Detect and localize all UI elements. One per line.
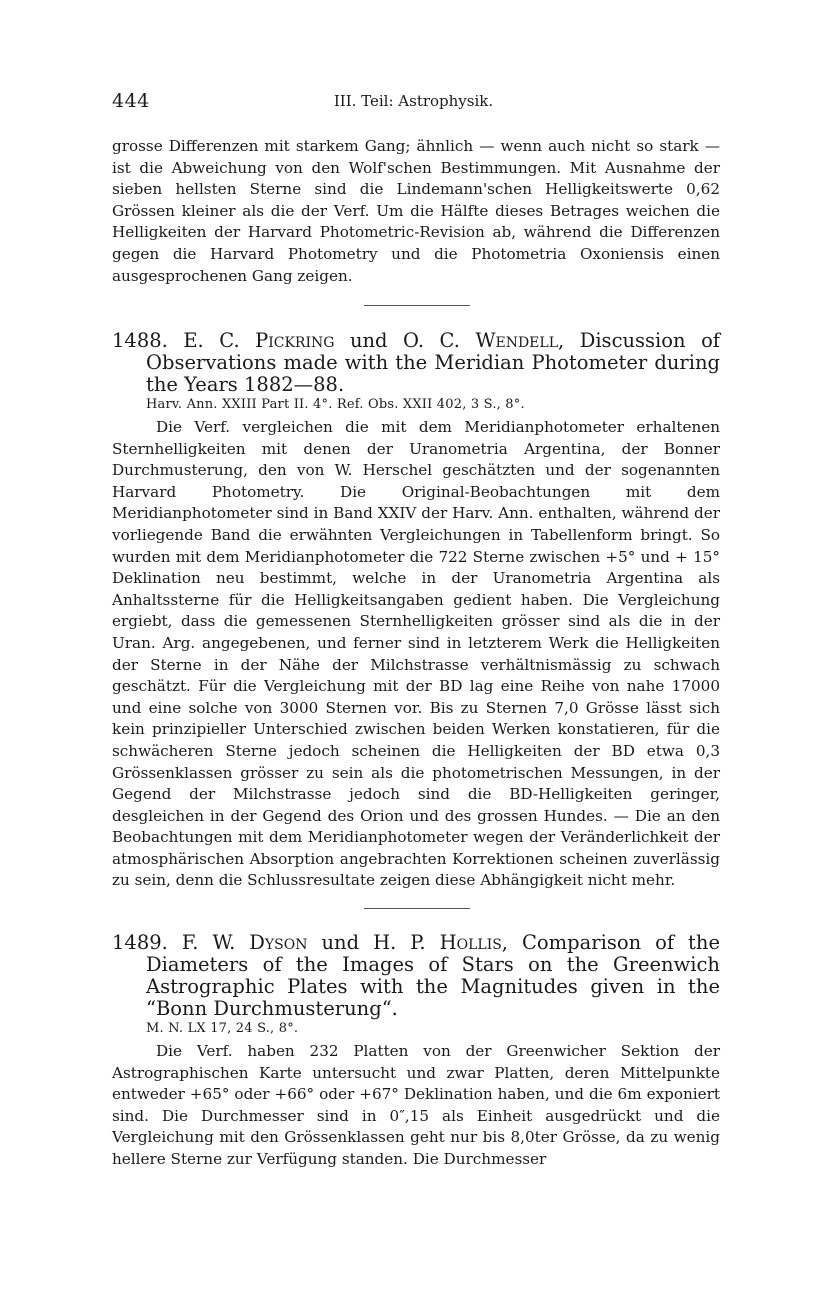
entry-1489 — [112, 932, 720, 1171]
entry-1488-conjunction: und — [349, 329, 388, 352]
page-number: 444 — [112, 90, 150, 112]
section-divider — [364, 908, 470, 909]
entry-1488-heading — [112, 330, 720, 396]
entry-1488-body: Die Verf. vergleichen die mit dem Meridianphotometer erhaltenen Sternhelligkeiten mit denen der Uranometria Argentina, der Bonner Durchmusterung, den von W. Herschel geschätzten und der sogenannten Harvard Photometry. Die Original-Beobachtungen mit dem Meridianphotometer sind in Band XXIV der Harv. Ann. enthalten, während der vorliegende Band die erwähnten Vergleichungen in Tabellenform bringt. So wurden mit dem Meridianphotometer die 722 Sterne zwischen +5° und + 15° Deklination neu bestimmt, welche in der Uranometria Argentina als Anhaltssterne für die Helligkeitsangaben gedient haben. Die Vergleichung ergiebt, dass die gemessenen Sternhelligkeiten grösser sind als die in der Uran. Arg. angegebenen, und ferner sind in letzterem Werk die Helligkeiten der Sterne in der Nähe der Milchstrasse verhältnismässig zu schwach geschätzt. Für die Vergleichung mit der BD lag eine Reihe von nahe 17000 und eine solche von 3000 Sternen vor. Bis zu Sternen 7,0 Grösse lässt sich kein prinzipieller Unterschied zwischen beiden Werken konstatieren, für die schwächeren Sterne jedoch scheinen die Helligkeiten der BD etwa 0,3 Grössenklassen grösser zu sein als die photometrischen Messungen, in der Gegend der Milchstrasse jedoch sind die BD-Helligkeiten geringer, desgleichen in der Gegend des Orion und des grossen Hundes. — Die an den Beobachtungen mit dem Meridianphotometer wegen der Veränderlichkeit der atmosphärischen Absorption angebrachten Korrektionen scheinen zuverlässig zu sein, denn die Schlussresultate zeigen diese Abhängigkeit nicht mehr. — [112, 418, 720, 890]
entry-1488 — [112, 330, 720, 892]
entry-1489-title: Comparison of the Diameters of the Images of Stars on the Greenwich Astrographic Plates with the Magnitudes given in the “Bonn Durchmusterung“. — [146, 931, 720, 1020]
entry-1488-author-1: E. C. Pickring — [183, 329, 335, 352]
entry-1488-reference: Harv. Ann. XXIII Part II. 4°. Ref. Obs. XXII 402, 3 S., 8°. — [146, 397, 525, 412]
section-divider — [364, 305, 470, 306]
entry-1489-author-2: H. P. Hollis, — [373, 931, 509, 954]
entry-1489-reference: M. N. LX 17, 24 S., 8°. — [146, 1021, 299, 1036]
entry-1488-number: 1488. — [112, 329, 168, 352]
entry-1489-number: 1489. — [112, 931, 168, 954]
running-head: III. Teil: Astrophysik. — [333, 92, 494, 110]
intro-section — [112, 136, 720, 287]
entry-1488-title: Discussion of Observations made with the Meridian Photometer during the Years 1882—88. — [146, 329, 721, 396]
entry-1489-author-1: F. W. Dyson — [181, 931, 308, 954]
entry-1489-body: Die Verf. haben 232 Platten von der Greenwicher Sektion der Astrographischen Karte untersucht und zwar Platten, deren Mittelpunkte entweder +65° oder +66° oder +67° Deklination haben, und die 6m exponiert sind. Die Durchmesser sind in 0″,15 als Einheit ausgedrückt und die Vergleichung mit den Grössenklassen geht nur bis 8,0ter Grösse, da zu wenig hellere Sterne zur Verfügung standen. Die Durchmesser — [112, 1042, 720, 1168]
entry-1489-heading — [112, 932, 720, 1020]
intro-paragraph: grosse Differenzen mit starkem Gang; ähnlich — wenn auch nicht so stark — ist die Abweichung von den Wolf'schen Bestimmungen. Mit Ausnahme der sieben hellsten Sterne sind die Lindemann'schen Helligkeitswerte 0,62 Grössen kleiner als die der Verf. Um die Hälfte dieses Betrages weichen die Helligkeiten der Harvard Photometric-Revision ab, während die Differenzen gegen die Harvard Photometry und die Photometria Oxoniensis einen ausgesprochenen Gang zeigen. — [112, 137, 720, 285]
entry-1489-conjunction: und — [321, 931, 360, 954]
entry-1488-author-2: O. C. Wendell, — [403, 329, 565, 352]
